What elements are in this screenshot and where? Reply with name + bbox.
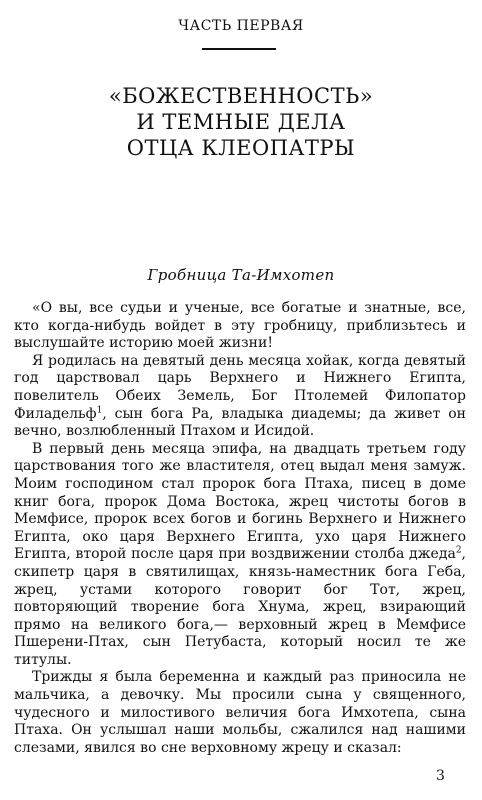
paragraph bbox=[14, 353, 466, 441]
part-label: ЧАСТЬ ПЕРВАЯ bbox=[178, 18, 304, 34]
paragraph-text: В первый день месяца эпифа, на двадцать третьем году царствования того же властителя, отец выдал меня замуж. Моим господином стал пророк бога Птаха, писец в доме книг бога, пророк Дома Востока, жрец чистоты богов в Мемфисе, пророк всех богов и богинь Верхнего и Нижнего Египта, око царя Верхнего Египта, ухо царя Нижнего Египта, второй после царя при воздвижении столба джеда bbox=[14, 440, 466, 563]
paragraph: Трижды я была беременна и каждый раз приносила не мальчика, а девочку. Мы просили сына у священного, чудесного и милостивого величия бога Имхотепа, сына Птаха. Он услышал наши мольбы, сжалился над нашими слезами, явился во сне верховному жрецу и сказал: bbox=[14, 669, 466, 756]
paragraph: «О вы, все судьи и ученые, все богатые и знатные, все, кто когда-нибудь войдет в эту гробницу, приблизьтесь и выслушайте историю моей жизни! bbox=[14, 300, 466, 352]
page-number: 3 bbox=[436, 768, 445, 784]
section-subtitle: Гробница Та-Имхотеп bbox=[147, 266, 335, 284]
chapter-title-line: «БОЖЕСТВЕННОСТЬ» bbox=[108, 84, 374, 108]
footnote-marker: 2 bbox=[455, 545, 462, 556]
paragraph-text: Я родилась на девятый день месяца хойак, когда девятый год царствовал царь Верхнего и Нижнего Египта, повелитель Обеих Земель, Бог Птолемей Филопатор Филадельф bbox=[14, 352, 466, 422]
chapter-title-line: ОТЦА КЛЕОПАТРЫ bbox=[126, 136, 356, 160]
body-text bbox=[14, 300, 466, 757]
title-divider bbox=[202, 48, 276, 50]
paragraph-text: , сын бога Ра, владыка диадемы; да живет он вечно, возлюбленный Птахом и Исидой. bbox=[14, 405, 466, 440]
chapter-title-line: И ТЕМНЫЕ ДЕЛА bbox=[136, 110, 346, 134]
paragraph-text: , скипетр царя в святилищах, князь-наместник бога Геба, жрец, устами которого говорит бог Тот, жрец, повторяющий творение бога Хнума, жрец, взирающий прямо на великого бога,— верховный жрец в Мемфисе Пшерени-Птах, сын Петубаста, который носил те же титулы. bbox=[14, 546, 466, 668]
paragraph bbox=[14, 441, 466, 670]
footnote-marker: 1 bbox=[96, 404, 103, 415]
chapter-title bbox=[0, 83, 482, 161]
